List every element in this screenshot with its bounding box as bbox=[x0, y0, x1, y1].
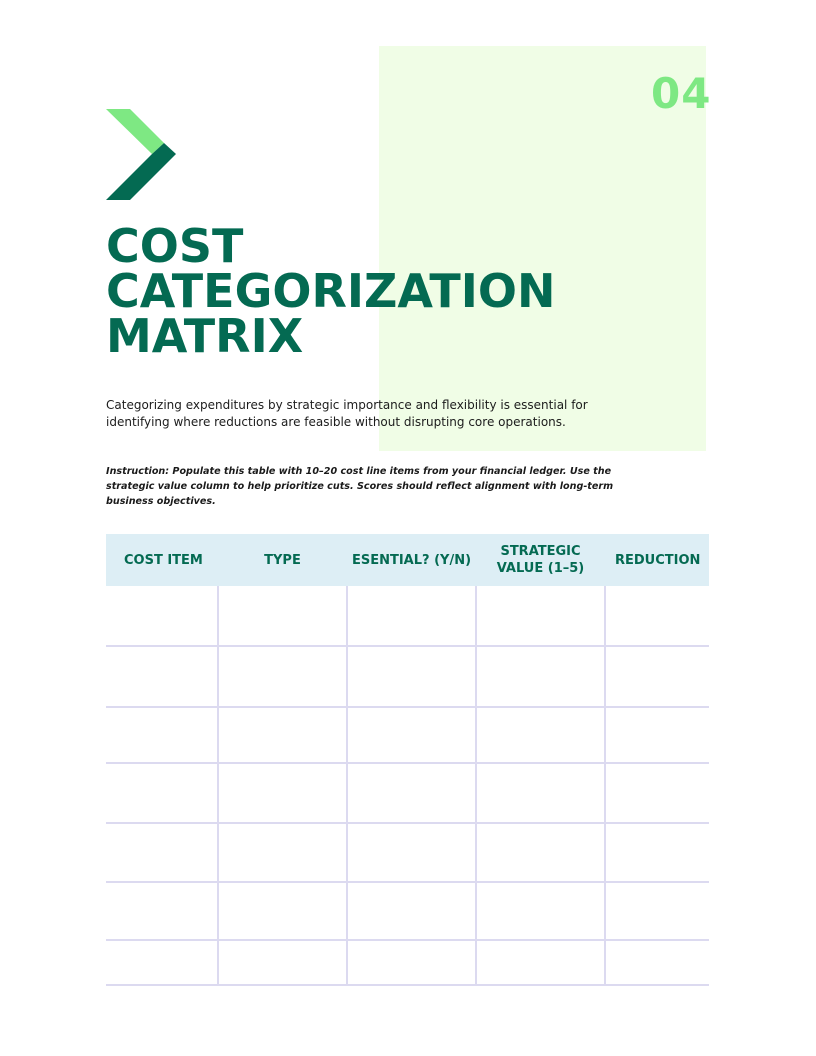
table-cell[interactable] bbox=[106, 646, 218, 707]
table-cell[interactable] bbox=[347, 940, 476, 985]
table-cell[interactable] bbox=[476, 586, 605, 646]
table-cell[interactable] bbox=[347, 586, 476, 646]
table-cell[interactable] bbox=[218, 586, 347, 646]
title-line: MATRIX bbox=[106, 309, 304, 363]
table-cell[interactable] bbox=[218, 763, 347, 823]
table-cell[interactable] bbox=[106, 823, 218, 882]
table-cell[interactable] bbox=[347, 882, 476, 940]
table-cell[interactable] bbox=[106, 940, 218, 985]
table-header-row bbox=[106, 534, 709, 586]
table-row bbox=[106, 823, 709, 882]
instruction-text: Instruction: Populate this table with 10–20 cost line items from your financial ledger. Use the strategic value column to help prioritize cuts. Scores should reflect alignment with long-term business objectives. bbox=[106, 466, 614, 507]
table-cell[interactable] bbox=[605, 882, 709, 940]
table-cell[interactable] bbox=[605, 823, 709, 882]
table-cell[interactable] bbox=[347, 763, 476, 823]
table-row bbox=[106, 586, 709, 646]
page-title bbox=[106, 219, 556, 363]
table-cell[interactable] bbox=[218, 882, 347, 940]
chevron-right-icon bbox=[106, 109, 176, 200]
table-row bbox=[106, 940, 709, 985]
table-cell[interactable] bbox=[605, 586, 709, 646]
table-cell[interactable] bbox=[106, 707, 218, 763]
column-header-reduction: REDUCTION bbox=[615, 552, 701, 568]
table-cell[interactable] bbox=[605, 940, 709, 985]
table-cell[interactable] bbox=[605, 707, 709, 763]
table-row bbox=[106, 646, 709, 707]
table-cell[interactable] bbox=[476, 882, 605, 940]
table-cell[interactable] bbox=[347, 646, 476, 707]
cost-matrix-table bbox=[106, 534, 709, 986]
table-cell[interactable] bbox=[476, 763, 605, 823]
table-cell[interactable] bbox=[347, 823, 476, 882]
table-cell[interactable] bbox=[106, 882, 218, 940]
intro-paragraph: Categorizing expenditures by strategic importance and flexibility is essential for identifying where reductions are feasible without disrupting core operations. bbox=[106, 398, 588, 429]
table-cell[interactable] bbox=[605, 763, 709, 823]
chevron-upper-stroke bbox=[106, 109, 164, 154]
table-cell[interactable] bbox=[218, 940, 347, 985]
title-line: COST bbox=[106, 219, 244, 273]
column-header-cost-item: COST ITEM bbox=[124, 552, 203, 568]
column-header-essential: ESENTIAL? (Y/N) bbox=[351, 552, 472, 568]
table-cell[interactable] bbox=[106, 763, 218, 823]
table-row bbox=[106, 763, 709, 823]
table-cell[interactable] bbox=[218, 707, 347, 763]
table-cell[interactable] bbox=[218, 646, 347, 707]
column-header-strategic-value: STRATEGIC VALUE (1–5) bbox=[496, 544, 585, 576]
table-cell[interactable] bbox=[218, 823, 347, 882]
title-line: CATEGORIZATION bbox=[106, 264, 556, 318]
table-cell[interactable] bbox=[605, 646, 709, 707]
table-cell[interactable] bbox=[476, 823, 605, 882]
table-cell[interactable] bbox=[106, 586, 218, 646]
page-number: 04 bbox=[651, 69, 712, 118]
table-cell[interactable] bbox=[476, 707, 605, 763]
table-cell[interactable] bbox=[347, 707, 476, 763]
table-row bbox=[106, 882, 709, 940]
column-header-type: TYPE bbox=[264, 552, 301, 568]
table-cell[interactable] bbox=[476, 940, 605, 985]
chevron-lower-stroke bbox=[106, 154, 176, 200]
table-row bbox=[106, 707, 709, 763]
table-cell[interactable] bbox=[476, 646, 605, 707]
